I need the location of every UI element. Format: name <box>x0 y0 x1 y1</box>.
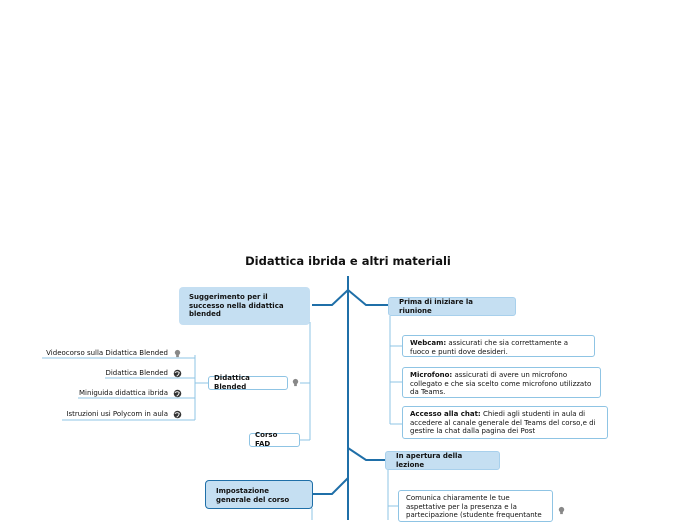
topic-suggerimento[interactable]: Suggerimento per il successo nella didattica blended <box>179 287 310 325</box>
topic-prima-riunione[interactable]: Prima di iniziare la riunione <box>388 297 516 316</box>
chat-text: Chiedi agli studenti in aula di accedere al canale generale del Teams del corso,e di gestire la chat dalla pagina dei Post <box>410 410 596 436</box>
microfono-text: assicurati di avere un microfono collegato e che sia scelto come microfono utilizzato da Teams. <box>410 371 592 397</box>
chat-label: Accesso alla chat: <box>410 410 481 418</box>
globe-icon[interactable] <box>173 389 182 398</box>
note-comunica[interactable]: Comunica chiaramente le tue aspettative per la presenza e la partecipazione (studente frequentante <box>398 490 553 522</box>
webcam-text: assicurati che sia correttamente a fuoco e punti dove desideri. <box>410 339 569 356</box>
topic-impostazione[interactable]: Impostazione generale del corso <box>205 480 313 509</box>
note-microfono[interactable] <box>402 367 601 398</box>
attachment-icon[interactable] <box>173 349 182 358</box>
link-videocorso[interactable]: Videocorso sulla Didattica Blended <box>46 349 168 357</box>
globe-icon[interactable] <box>173 369 182 378</box>
attachment-icon[interactable] <box>291 378 300 387</box>
link-didattica-blended[interactable]: Didattica Blended <box>105 369 168 377</box>
microfono-label: Microfono: <box>410 371 453 379</box>
webcam-label: Webcam: <box>410 339 447 347</box>
link-miniguida[interactable]: Miniguida didattica ibrida <box>78 389 168 397</box>
trunk-lines <box>312 276 388 520</box>
topic-corso-fad[interactable]: Corso FAD <box>249 433 300 447</box>
attachment-icon[interactable] <box>557 506 566 515</box>
link-polycom[interactable]: Istruzioni usi Polycom in aula <box>66 410 168 418</box>
topic-apertura-lezione[interactable]: In apertura della lezione <box>385 451 500 470</box>
map-title: Didattica ibrida e altri materiali <box>245 254 451 268</box>
note-chat[interactable] <box>402 406 608 439</box>
note-webcam[interactable] <box>402 335 595 357</box>
globe-icon[interactable] <box>173 410 182 419</box>
topic-didattica-blended[interactable]: Didattica Blended <box>208 376 288 390</box>
